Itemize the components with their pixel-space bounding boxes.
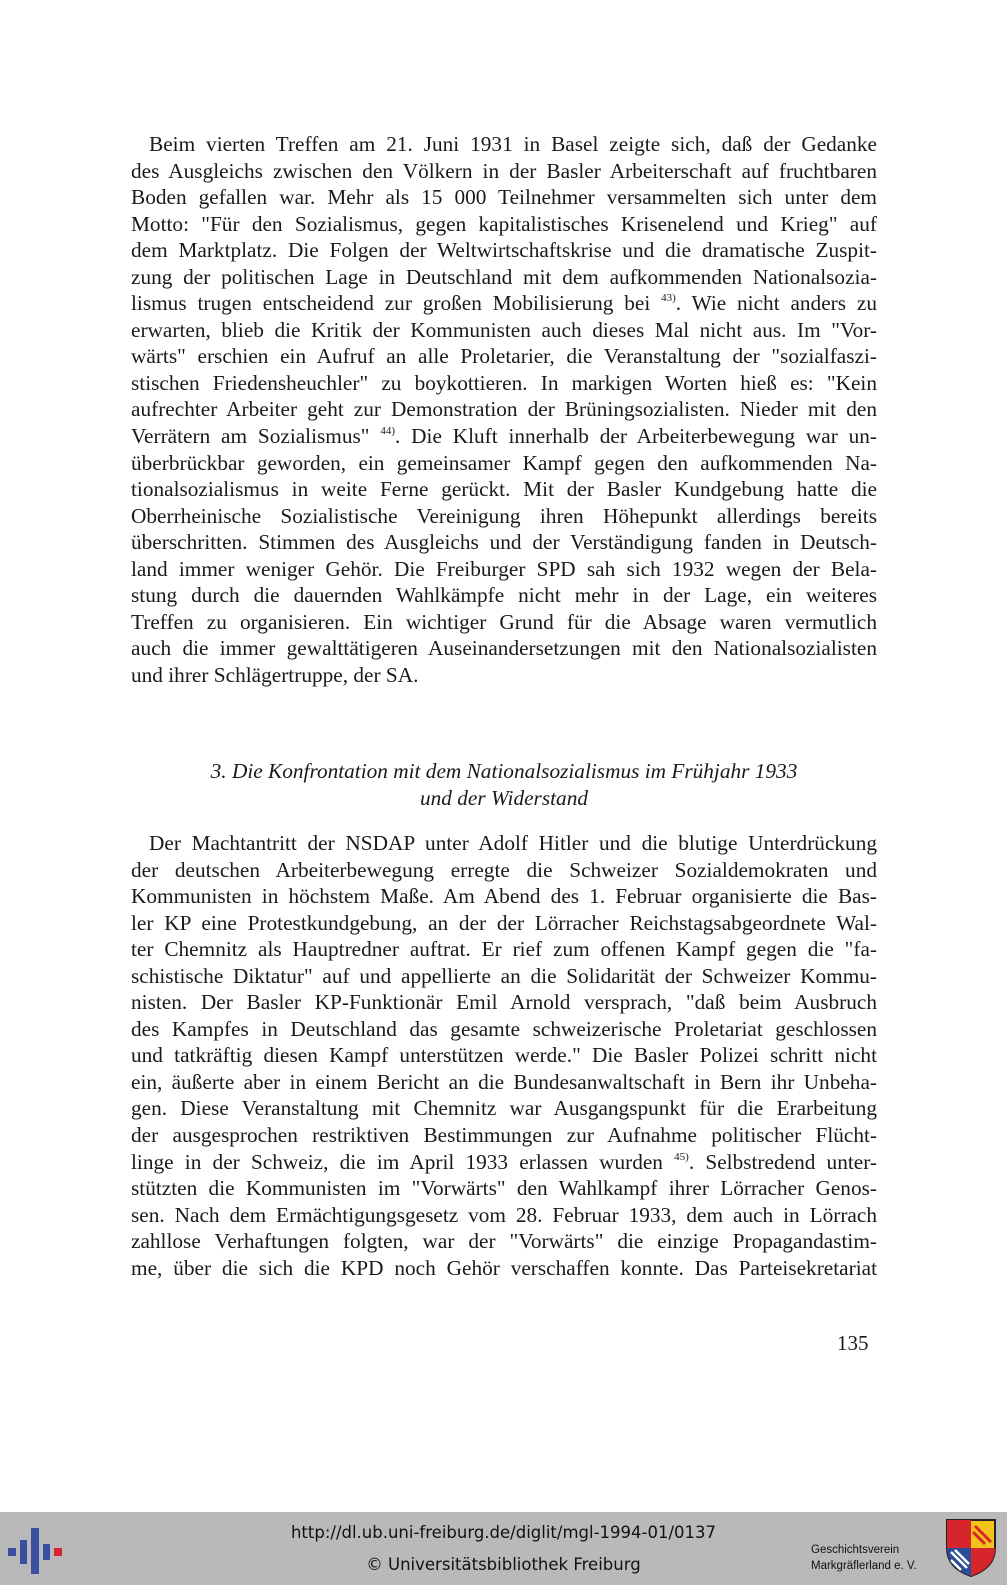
- footnote-ref-45: 45): [674, 1150, 689, 1163]
- footnote-ref-43: 43): [661, 292, 676, 305]
- text-line: auch die immer gewalttätigeren Auseinandersetzungen mit den Nationalsozialisten: [131, 636, 877, 661]
- text-line: überschritten. Stimmen des Ausgleichs und der Verständigung fanden in Deutsch-: [131, 530, 877, 555]
- footer-url[interactable]: http://dl.ub.uni-freiburg.de/diglit/mgl-1994-01/0137: [290, 1523, 717, 1542]
- text-line: sen. Nach dem Ermächtigungsgesetz vom 28. Februar 1933, dem auch in Lörrach: [131, 1202, 877, 1227]
- text-line: und ihrer Schlägertruppe, der SA.: [131, 662, 419, 687]
- text-line: zung der politischen Lage in Deutschland mit dem aufkommenden Nationalsozia-: [131, 264, 877, 289]
- society-name-line-1: Geschichtsverein: [811, 1544, 900, 1556]
- section-heading: [131, 758, 877, 812]
- text-line: zahllose Verhaftungen folgten, war der "Vorwärts" die einzige Propagandastim-: [131, 1229, 877, 1254]
- text-line: Motto: "Für den Sozialismus, gegen kapitalistisches Krisenelend und Krieg" auf: [131, 211, 877, 236]
- text-line: aufrechter Arbeiter geht zur Demonstration der Brüningsozialisten. Nieder mit den: [131, 397, 877, 422]
- text-line: des Kampfes in Deutschland das gesamte schweizerische Proletariat geschlossen: [131, 1016, 877, 1041]
- text-line: stischen Friedensheuchler" zu boykottieren. In markigen Worten hieß es: "Kein: [131, 370, 877, 395]
- text-line: des Ausgleichs zwischen den Völkern in der Basler Arbeiterschaft auf fruchtbaren: [131, 158, 877, 183]
- text-line: me, über die sich die KPD noch Gehör verschaffen konnte. Das Parteisekretariat: [131, 1255, 877, 1280]
- text-line: erwarten, blieb die Kritik der Kommunisten auch dieses Mal nicht aus. Im "Vor-: [131, 317, 877, 342]
- text-line: Boden gefallen war. Mehr als 15 000 Teilnehmer versammelten sich unter dem: [131, 185, 877, 210]
- text-line: dem Marktplatz. Die Folgen der Weltwirtschaftskrise und die dramatische Zuspit-: [131, 238, 877, 263]
- text-line: schistische Diktatur" auf und appellierte an die Solidarität der Schweizer Kommu-: [131, 963, 877, 988]
- text-line: stützten die Kommunisten im "Vorwärts" den Wahlkampf ihrer Lörracher Genos-: [131, 1176, 877, 1201]
- text-line: land immer weniger Gehör. Die Freiburger SPD sah sich 1932 wegen der Bela-: [131, 556, 877, 581]
- section-heading-line-1: 3. Die Konfrontation mit dem Nationalsozialismus im Frühjahr 1933: [210, 759, 798, 783]
- text-line: Oberrheinische Sozialistische Vereinigung ihren Höhepunkt allerdings bereits: [131, 503, 877, 528]
- text-line: [131, 423, 877, 450]
- text-line: tionalsozialismus in weite Ferne gerückt. Mit der Basler Kundgebung hatte die: [131, 477, 877, 502]
- text-line: [131, 1149, 877, 1176]
- coat-of-arms-icon: [945, 1518, 997, 1578]
- text-line: der deutschen Arbeiterbewegung erregte die Schweizer Sozialdemokraten und: [131, 857, 877, 882]
- text-segment: lismus trugen entscheidend zur großen Mobilisierung bei: [131, 291, 651, 316]
- section-heading-line-2: und der Widerstand: [419, 786, 588, 810]
- text-line: Treffen zu organisieren. Ein wichtiger Grund für die Absage waren vermutlich: [131, 609, 877, 634]
- text-line: ler KP eine Protestkundgebung, an der der Lörracher Reichstagsabgeordnete Wal-: [131, 910, 877, 935]
- paragraph-2: [131, 830, 877, 1281]
- text-segment: . Selbstredend unter-: [688, 1149, 877, 1174]
- society-name-line-2: Markgräflerland e. V.: [811, 1560, 917, 1572]
- text-line: überbrückbar geworden, ein gemeinsamer Kampf gegen den aufkommenden Na-: [131, 450, 877, 475]
- text-line: Beim vierten Treffen am 21. Juni 1931 in Basel zeigte sich, daß der Gedanke: [149, 132, 877, 156]
- text-line: nisten. Der Basler KP-Funktionär Emil Arnold versprach, "daß beim Ausbruch: [131, 990, 877, 1015]
- footer-copyright: © Universitätsbibliothek Freiburg: [366, 1555, 641, 1574]
- text-segment: Verrätern am Sozialismus": [131, 424, 370, 449]
- society-name: [811, 1542, 917, 1574]
- text-segment: . Die Kluft innerhalb der Arbeiterbewegung war un-: [395, 424, 877, 449]
- footnote-ref-44: 44): [380, 425, 396, 438]
- text-segment: . Wie nicht anders zu: [675, 291, 877, 316]
- text-line: Der Machtantritt der NSDAP unter Adolf Hitler und die blutige Unterdrückung: [149, 831, 877, 855]
- text-line: ter Chemnitz als Hauptredner auftrat. Er rief zum offenen Kampf gegen die "fa-: [131, 937, 877, 962]
- paragraph-1: [131, 131, 877, 688]
- text-segment: linge in der Schweiz, die im April 1933 erlassen wurden: [131, 1149, 663, 1174]
- text-line: der ausgesprochen restriktiven Bestimmungen zur Aufnahme politischer Flücht-: [131, 1123, 877, 1148]
- page-number: 135: [837, 1331, 869, 1355]
- text-line: stung durch die dauernden Wahlkämpfe nicht mehr in der Lage, ein weiteres: [131, 583, 877, 608]
- text-line: wärts" erschien ein Aufruf an alle Proletarier, die Veranstaltung der "sozialfaszi-: [131, 344, 877, 369]
- text-line: [131, 290, 877, 317]
- text-line: und tatkräftig diesen Kampf unterstützen werde." Die Basler Polizei schritt nicht: [131, 1043, 877, 1068]
- text-line: Kommunisten in höchstem Maße. Am Abend des 1. Februar organisierte die Bas-: [131, 884, 877, 909]
- text-line: gen. Diese Veranstaltung mit Chemnitz war Ausgangspunkt für die Erarbeitung: [131, 1096, 877, 1121]
- footer-bar: [0, 1512, 1007, 1585]
- text-line: ein, äußerte aber in einem Bericht an die Bundesanwaltschaft in Bern ihr Unbeha-: [131, 1069, 877, 1094]
